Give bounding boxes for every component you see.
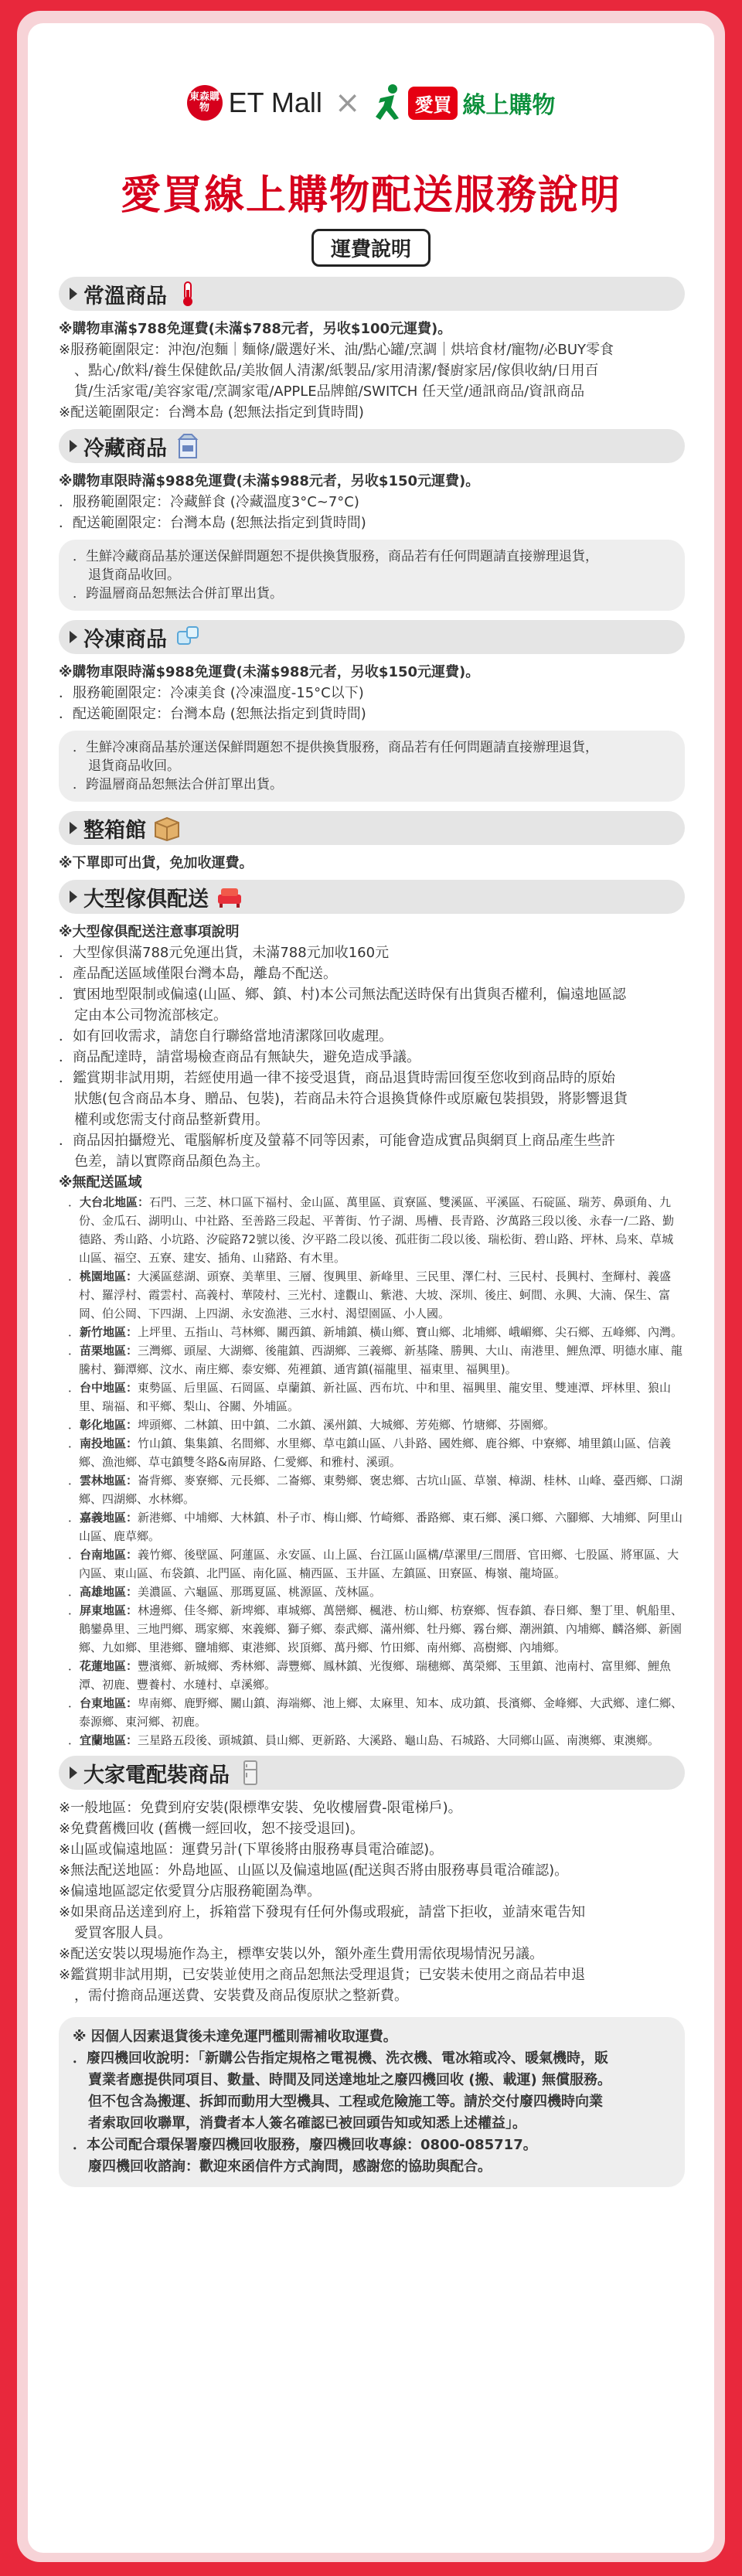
- region-item: ．花蓮地區：豐濱鄉、新城鄉、秀林鄉、壽豐鄉、鳳林鎮、光復鄉、瑞穗鄉、萬榮鄉、玉里鎮、池南村、富里鄉、鯉魚潭、初鹿、豐養村、水璉村、卓溪鄉。: [68, 1659, 672, 1692]
- recycle-note-box: [59, 2017, 685, 2187]
- etmall-text: ET Mall: [228, 87, 322, 118]
- text-line: ※無法配送地區：外島地區、山區以及偏遠地區(配送與否將由服務專員電洽確認)。: [59, 1862, 569, 1879]
- text-line: ．如有回收需求，請您自行聯絡當地清潔隊回收處理。: [59, 1028, 393, 1044]
- triangle-icon: [70, 631, 77, 643]
- content-body: [59, 271, 685, 2187]
- text-line: ．服務範圍限定：冷藏鮮食 (冷藏溫度3°C~7°C): [59, 494, 359, 510]
- text-line: ．商品配達時，請當場檢查商品有無缺失，避免造成爭議。: [59, 1049, 420, 1065]
- aimai-text: 線上購物: [462, 92, 556, 119]
- text-line: ※服務範圍限定：沖泡/泡麵｜麵條/嚴選好米、油/點心罐/烹調｜烘培食材/寵物/必BUY零食: [59, 342, 614, 358]
- section-frozen: [59, 620, 685, 654]
- region-item: ．宜蘭地區：三星路五段後、頭城鎮、員山鄉、更新路、大溪路、龜山島、石城路、大同鄉山區、南澳鄉、東澳鄉。: [68, 1733, 660, 1747]
- note-line: ．生鮮冷藏商品基於運送保鮮問題恕不提供換貨服務，商品若有任何問題請直接辦理退貨，: [73, 549, 598, 564]
- region-item: ．桃園地區：大溪區慈湖、頭寮、美華里、三層、復興里、新峰里、三民里、澤仁村、三民村、長興村、奎輝村、義盛村、羅浮村、霞雲村、高義村、華陵村、三光村、達觀山、紫港、大坡、深圳、後庄、蚵間、永興、大湳、保生、富岡、伯公岡、下四湖、上四湖、永安漁港、三水村、渴望園區、小人國。: [68, 1269, 672, 1320]
- text-line: ．產品配送區域僅限台灣本島，離島不配送。: [59, 966, 337, 982]
- chilled-note-box: [59, 540, 685, 611]
- region-item: ．雲林地區：崙背鄉、麥寮鄉、元長鄉、二崙鄉、東勢鄉、褒忠鄉、古坑山區、草嶺、樟湖、桂林、山峰、臺西鄉、口湖鄉、四湖鄉、水林鄉。: [68, 1474, 683, 1506]
- text-line: ，需付擔商品運送費、安裝費及商品復原狀之整新費。: [74, 1988, 408, 2004]
- text-line: ※一般地區：免費到府安裝(限標準安裝、免收樓層費-限電梯戶)。: [59, 1800, 462, 1816]
- text-line: ．鑑賞期非試用期，若經使用過一律不接受退貨，商品退貨時需回復至您收到商品時的原始: [59, 1070, 615, 1086]
- section-title: 整箱館: [83, 818, 146, 843]
- section-title: 大型傢俱配送: [83, 887, 209, 911]
- sofa-icon: [215, 884, 244, 910]
- note-line: ．本公司配合環保署廢四機回收服務，廢四機回收專線：0800-085717。: [73, 2137, 537, 2153]
- note-line: ※ 因個人因素退貨後未達免運門檻則需補收取運費。: [73, 2029, 397, 2045]
- text-line: 貨/生活家電/美容家電/烹調家電/APPLE品牌館/SWITCH 任天堂/通訊商品/資訊商品: [74, 383, 585, 400]
- content-card: [28, 23, 714, 2553]
- text-line: 色差，請以實際商品顏色為主。: [74, 1153, 269, 1170]
- text-line: ．實困地型限制或偏遠(山區、鄉、鎮、村)本公司無法配送時保有出貨與否權利，偏遠地區認: [59, 986, 627, 1003]
- triangle-icon: [70, 822, 77, 834]
- note-line: ．跨温層商品恕無法合併訂單出貨。: [73, 586, 283, 601]
- section-room-temp: [59, 277, 685, 311]
- section-appliance: [59, 1756, 685, 1790]
- region-item: ．台東地區：卑南鄉、鹿野鄉、關山鎮、海端鄉、池上鄉、太麻里、知本、成功鎮、長濱鄉、金峰鄉、大武鄉、達仁鄉、泰源鄉、東河鄉、初鹿。: [68, 1696, 683, 1729]
- note-line: 廢四機回收諮詢：歡迎來函信件方式詢問，感謝您的協助與配合。: [88, 2159, 492, 2175]
- region-item: ．台中地區：東勢區、后里區、石岡區、卓蘭鎮、新社區、西布坑、中和里、福興里、龍安里、雙連潭、坪林里、狼山里、瑞福、和平鄉、梨山、谷關、外埔區。: [68, 1381, 672, 1413]
- text-line: 權利或您需支付商品整新費用。: [74, 1112, 269, 1128]
- triangle-icon: [70, 440, 77, 452]
- region-item: ．新竹地區：上坪里、五指山、芎林鄉、關西鎮、新埔鎮、橫山鄉、寶山鄉、北埔鄉、峨嵋鄉、尖石鄉、五峰鄉、內灣。: [68, 1325, 683, 1339]
- aimai-badge: 愛買: [408, 87, 458, 120]
- etmall-badge: 東森購物: [187, 85, 223, 121]
- region-item: ．嘉義地區：新港鄉、中埔鄉、大林鎮、朴子市、梅山鄉、竹崎鄉、番路鄉、東石鄉、溪口鄉、六腳鄉、大埔鄉、阿里山山區、鹿草鄉。: [68, 1511, 683, 1543]
- triangle-icon: [70, 891, 77, 903]
- region-item: ．台南地區：義竹鄉、後壁區、阿蓮區、永安區、山上區、台江區山區構/草漯里/三間厝、官田鄉、七股區、將軍區、大內區、東山區、布袋鎮、北門區、南化區、楠西區、玉井區、左鎮區、田寮區、梅嶺、龍埼區。: [68, 1548, 679, 1580]
- text-line: ※購物車限時滿$988免運費(未滿$988元者，另收$150元運費)。: [59, 664, 480, 680]
- note-line: 賣業者應提供同項目、數量、時間及同送達地址之廢四機回收 (搬、載運) 無償服務。: [88, 2072, 611, 2088]
- text-line: ※鑑賞期非試用期，已安裝並使用之商品恕無法受理退貨；已安裝未使用之商品若申退: [59, 1967, 586, 1983]
- region-item: ．大台北地區：石門、三芝、林口區下福村、金山區、萬里區、貢寮區、雙溪區、平溪區、石碇區、瑞芳、鼻頭角、九份、金瓜石、湖明山、中社路、至善路三段起、平菁街、竹子湖、馬槽、長青路、汐萬路三段以後、永春一/二路、勤德路、秀山路、小坑路、汐碇路72號以後、汐平路二段以後、孤莊街二段以後、瑞松街、碧山路、坪林、烏來、草城山區、福空、五寮、建安、插角、山豬路、有木里。: [68, 1195, 675, 1265]
- etmall-logo: [187, 85, 322, 121]
- cross-icon: ×: [334, 85, 361, 121]
- section-title: 常溫商品: [83, 284, 167, 308]
- text-line: ※山區或偏遠地區：運費另計(下單後將由服務專員電洽確認)。: [59, 1842, 444, 1858]
- refrigerator-icon: [236, 1760, 265, 1786]
- text-line: 、點心/飲料/養生保健飲品/美妝個人清潔/紙製品/家用清潔/餐廚家居/傢俱收納/日用百: [74, 363, 599, 379]
- note-line: 者索取回收聯單，消費者本人簽名確認已被回頭告知或知悉上述權益」。: [88, 2115, 526, 2131]
- text-line: ※配送範圍限定：台灣本島 (恕無法指定到貨時間): [59, 404, 364, 421]
- text-line: ※配送安裝以現場施作為主，標準安裝以外，額外產生費用需依現場情況另議。: [59, 1946, 544, 1962]
- note-line: 但不包含為搬運、拆卸而動用大型機具、工程或危險施工等。請於交付廢四機時向業: [88, 2094, 603, 2110]
- section-title: 冷藏商品: [83, 436, 167, 461]
- region-item: ．南投地區：竹山鎮、集集鎮、名間鄉、水里鄉、草屯鎮山區、八卦路、國姓鄉、鹿谷鄉、中寮鄉、埔里鎮山區、信義鄉、漁池鄉、草屯鎮雙冬路&南屏路、仁愛鄉、和雅村、溪頭。: [68, 1436, 672, 1469]
- note-line: 退貨商品收回。: [88, 758, 180, 774]
- text-line: ．大型傢俱滿788元免運出貨，未滿788元加收160元: [59, 945, 390, 961]
- region-item: ．高雄地區：美濃區、六龜區、那瑪夏區、桃源區、茂林區。: [68, 1585, 382, 1599]
- text-line: ．商品因拍攝燈光、電腦解析度及螢幕不同等因素，可能會造成實品與網頁上商品產生些許: [59, 1133, 615, 1149]
- text-line: ．配送範圍限定：台灣本島 (恕無法指定到貨時間): [59, 515, 366, 531]
- text-line: ※偏遠地區認定依愛買分店服務範圍為準。: [59, 1883, 322, 1900]
- text-line: ．配送範圍限定：台灣本島 (恕無法指定到貨時間): [59, 706, 366, 722]
- page-title: 愛買線上購物配送服務說明: [120, 172, 621, 219]
- box-icon: [152, 815, 182, 841]
- ice-cube-icon: [173, 624, 203, 650]
- text-line: 愛買客服人員。: [74, 1925, 172, 1941]
- text-line: ※下單即可出貨，免加收運費。: [59, 855, 254, 871]
- running-man-icon: [373, 83, 403, 123]
- text-line: ※購物車限時滿$988免運費(未滿$988元者，另收$150元運費)。: [59, 473, 480, 489]
- region-item: ．屏東地區：林邊鄉、佳冬鄉、新埤鄉、車城鄉、萬巒鄉、楓港、枋山鄉、枋寮鄉、恆春鎮、春日鄉、墾丁里、帆船里、鵝鑾鼻里、三地門鄉、瑪家鄉、來義鄉、獅子鄉、泰武鄉、滿州鄉、牡丹鄉、霧台鄉、潮洲鎮、內埔鄉、麟洛鄉、新園鄉、九如鄉、里港鄉、鹽埔鄉、東港鄉、崁頂鄉、萬丹鄉、竹田鄉、南州鄉、高樹鄉、內埔鄉。: [68, 1603, 683, 1654]
- text-line: ．服務範圍限定：冷凍美食 (冷凍溫度-15°C以下): [59, 685, 364, 701]
- note-line: ．跨温層商品恕無法合併訂單出貨。: [73, 777, 283, 792]
- logo-header: [28, 68, 714, 138]
- shipping-subtitle: 運費說明: [311, 229, 431, 267]
- text-line: ※如果商品送達到府上，拆箱當下發現有任何外傷或瑕疵，請當下拒收，並請來電告知: [59, 1904, 586, 1920]
- aimai-logo: [373, 83, 555, 123]
- region-item: ．彰化地區：埤頭鄉、二林鎮、田中鎮、二水鎮、溪州鎮、大城鄉、芳苑鄉、竹塘鄉、芬園鄉。: [68, 1418, 556, 1432]
- no-delivery-regions: [59, 1193, 685, 1750]
- text-line: 定由本公司物流部核定。: [74, 1007, 227, 1024]
- milk-carton-icon: [173, 433, 203, 459]
- region-item: ．苗栗地區：三灣鄉、頭屋、大湖鄉、後龍鎮、西湖鄉、三義鄉、新基隆、勝興、大山、南港里、鯉魚潭、明德水庫、龍騰村、獅潭鄉、汶水、南庄鄉、泰安鄉、苑裡鎮、通宵鎮(福龍里、福東里、福興里)。: [68, 1344, 683, 1376]
- note-line: ．廢四機回收說明：「新購公告指定規格之電視機、洗衣機、電冰箱或冷、暖氣機時，販: [73, 2050, 608, 2067]
- text-line: ※免費舊機回收 (舊機一經回收，恕不接受退回)。: [59, 1821, 364, 1837]
- text-line: ※購物車滿$788免運費(未滿$788元者，另收$100元運費)。: [59, 321, 452, 337]
- text-line: ※無配送區域: [59, 1174, 142, 1191]
- text-line: 狀態(包含商品本身、贈品、包裝)，若商品未符合退換貨條件或原廠包裝損毀，將影響退貨: [74, 1091, 628, 1107]
- frozen-note-box: [59, 731, 685, 802]
- section-chilled: [59, 429, 685, 463]
- section-title: 大家電配裝商品: [83, 1763, 230, 1787]
- text-line: ※大型傢俱配送注意事項說明: [59, 924, 240, 940]
- section-case: [59, 811, 685, 845]
- section-title: 冷凍商品: [83, 627, 167, 652]
- section-furniture: [59, 880, 685, 914]
- triangle-icon: [70, 1767, 77, 1779]
- thermometer-icon: [173, 281, 203, 307]
- note-line: ．生鮮冷凍商品基於運送保鮮問題恕不提供換貨服務，商品若有任何問題請直接辦理退貨，: [73, 740, 598, 755]
- note-line: 退貨商品收回。: [88, 567, 180, 583]
- triangle-icon: [70, 288, 77, 300]
